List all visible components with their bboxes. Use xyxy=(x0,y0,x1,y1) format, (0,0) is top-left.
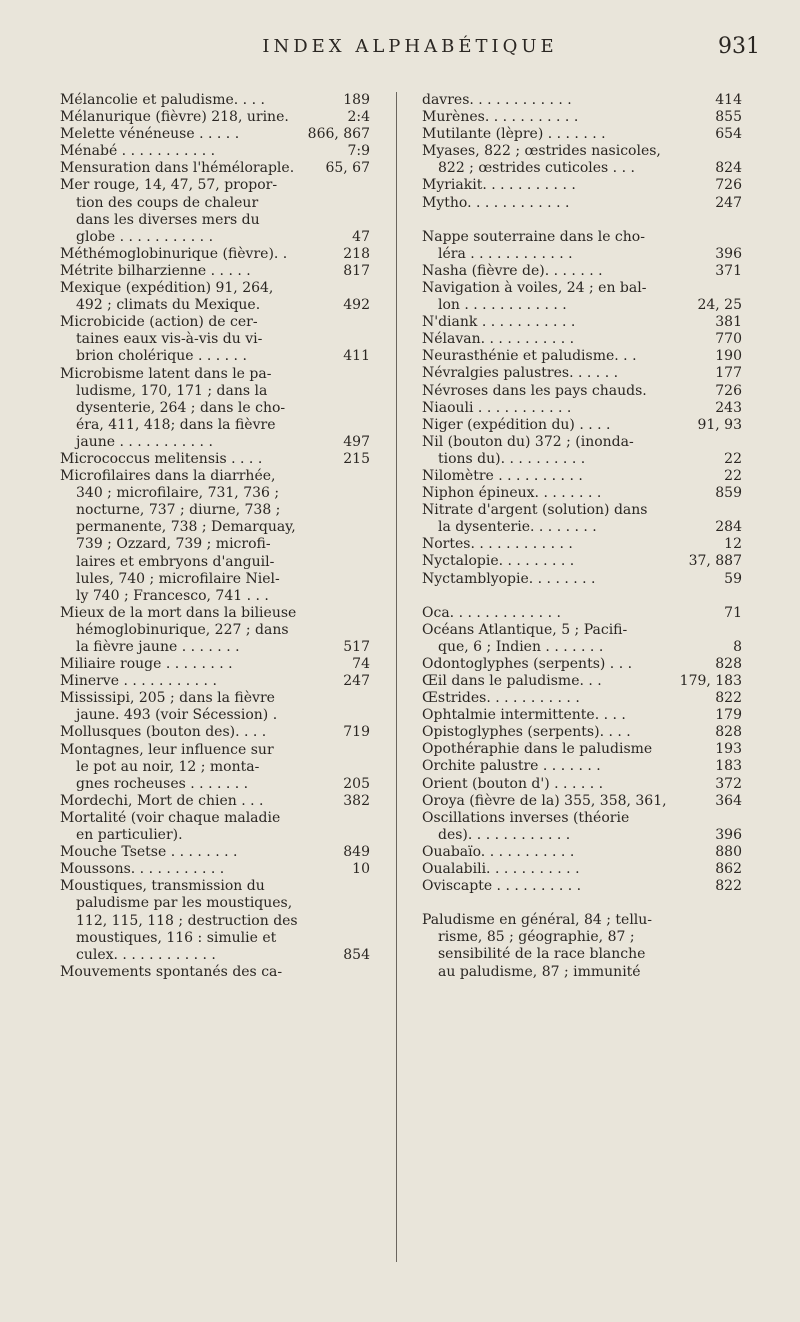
index-entry xyxy=(60,605,370,656)
entry-pages: 770 xyxy=(715,331,742,348)
entry-pages: 866, 867 xyxy=(307,126,370,143)
entry-text: Opothéraphie dans le paludisme xyxy=(422,741,653,758)
entry-text: Mutilante (lèpre) . . . . . . . xyxy=(422,126,606,143)
entry-pages: 822 xyxy=(715,878,742,895)
index-entry xyxy=(60,793,370,810)
entry-pages: 59 xyxy=(724,570,742,587)
entry-text: Mordechi, Mort de chien . . . xyxy=(60,792,264,809)
entry-pages: 22 xyxy=(724,450,742,467)
entry-text: Microfilaires dans la diarrhée, 340 ; microfilaire, 731, 736 ; nocturne, 737 ; diurne, 738 ; permanente, 738 ; Demarquay, 739 ; Ozzard, 739 ; microfi- laires et embryons d'anguil- lules, 740 ; microfilaire Niel- ly 740 ; Francesco, 741 . . . xyxy=(60,468,296,604)
index-entry xyxy=(422,810,742,844)
index-entry xyxy=(422,195,742,212)
entry-pages: 855 xyxy=(715,109,742,126)
entry-text: N'diank . . . . . . . . . . . xyxy=(422,314,576,331)
index-entry xyxy=(422,400,742,417)
index-entry xyxy=(422,263,742,280)
entry-pages: 183 xyxy=(715,758,742,775)
entry-pages: 828 xyxy=(715,724,742,741)
index-entry xyxy=(422,417,742,434)
entry-text: Océans Atlantique, 5 ; Pacifi- que, 6 ; Indien . . . . . . . xyxy=(422,621,628,655)
entry-pages: 190 xyxy=(715,348,742,365)
running-title: INDEX ALPHABÉTIQUE xyxy=(262,36,558,57)
entry-pages: 8 xyxy=(733,638,742,655)
index-entry xyxy=(60,861,370,878)
index-entry xyxy=(60,742,370,793)
entry-text: Niaouli . . . . . . . . . . . xyxy=(422,399,572,416)
entry-text: Niphon épineux. . . . . . . . xyxy=(422,485,602,502)
index-entry xyxy=(422,861,742,878)
entry-text: Mieux de la mort dans la bilieuse hémoglobinurique, 227 ; dans la fièvre jaune . . . . . . . xyxy=(60,604,297,655)
entry-text: Mélanurique (fièvre) 218, urine. xyxy=(60,109,289,126)
index-entry xyxy=(422,434,742,468)
entry-text: Oviscapte . . . . . . . . . . xyxy=(422,878,582,895)
entry-pages: 7:9 xyxy=(347,143,370,160)
index-entry xyxy=(422,656,742,673)
entry-text: Ophtalmie intermittente. . . . xyxy=(422,707,626,724)
entry-text: Mensuration dans l'héméloraple. xyxy=(60,160,295,177)
entry-pages: 179, 183 xyxy=(679,673,742,689)
entry-text: Névralgies palustres. . . . . . xyxy=(422,365,619,382)
entry-pages: 65, 67 xyxy=(325,160,370,177)
entry-pages: 24, 25 xyxy=(697,297,742,314)
entry-text: Microbisme latent dans le pa- ludisme, 170, 171 ; dans la dysenterie, 264 ; dans le cho- éra, 411, 418; dans la fièvre jaune . . . . . . . . . . . xyxy=(60,365,286,450)
index-entry xyxy=(422,605,742,622)
section-gap xyxy=(422,895,742,912)
entry-text: Mouche Tsetse . . . . . . . . xyxy=(60,844,238,861)
entry-pages: 37, 887 xyxy=(688,553,742,570)
entry-pages: 12 xyxy=(724,536,742,553)
entry-text: Niger (expédition du) . . . . xyxy=(422,416,611,433)
entry-pages: 71 xyxy=(724,604,742,621)
entry-text: Orchite palustre . . . . . . . xyxy=(422,758,601,775)
index-entry xyxy=(422,741,742,758)
entry-pages: 74 xyxy=(352,656,370,673)
index-entry xyxy=(60,92,370,109)
entry-pages: 411 xyxy=(343,348,370,365)
index-entry xyxy=(60,143,370,160)
entry-text: Mytho. . . . . . . . . . . . xyxy=(422,194,570,211)
entry-pages: 284 xyxy=(715,519,742,536)
column-divider xyxy=(396,92,397,1262)
entry-text: Melette vénéneuse . . . . . xyxy=(60,126,240,143)
entry-text: davres. . . . . . . . . . . . xyxy=(422,92,572,108)
index-entry xyxy=(60,246,370,263)
entry-text: Odontoglyphes (serpents) . . . xyxy=(422,655,633,672)
entry-text: Nitrate d'argent (solution) dans la dysenterie. . . . . . . . xyxy=(422,502,648,536)
index-entry xyxy=(422,331,742,348)
entry-text: Oca. . . . . . . . . . . . . xyxy=(422,604,561,621)
entry-pages: 193 xyxy=(715,741,742,758)
entry-text: Ouabaïo. . . . . . . . . . . xyxy=(422,843,575,860)
entry-pages: 849 xyxy=(343,844,370,861)
entry-text: Nasha (fièvre de). . . . . . . xyxy=(422,262,603,279)
entry-pages: 828 xyxy=(715,655,742,672)
entry-pages: 517 xyxy=(343,639,370,655)
entry-pages: 880 xyxy=(715,843,742,860)
entry-text: Œstrides. . . . . . . . . . . xyxy=(422,690,580,707)
index-entry xyxy=(60,468,370,605)
entry-pages: 215 xyxy=(343,450,370,467)
index-entry xyxy=(60,844,370,861)
index-entry xyxy=(422,622,742,656)
entry-text: Microbicide (action) de cer- taines eaux vis-à-vis du vi- brion cholérique . . . . . . xyxy=(60,314,263,365)
entry-pages: 371 xyxy=(715,262,742,279)
index-entry xyxy=(422,143,742,177)
entry-text: Myriakit. . . . . . . . . . . xyxy=(422,177,576,194)
entry-pages: 396 xyxy=(715,826,742,843)
entry-text: Mortalité (voir chaque maladie en particulier). xyxy=(60,809,281,844)
entry-text: Paludisme en général, 84 ; tellu- risme, 85 ; géographie, 87 ; sensibilité de la race blanche au paludisme, 87 ; immunité xyxy=(422,912,653,980)
entry-pages: 726 xyxy=(715,382,742,399)
entry-text: Nélavan. . . . . . . . . . . xyxy=(422,331,575,348)
entry-pages: 189 xyxy=(343,92,370,108)
index-entry xyxy=(60,690,370,724)
entry-text: Moussons. . . . . . . . . . . xyxy=(60,861,225,878)
index-entry xyxy=(422,485,742,502)
section-gap xyxy=(422,588,742,605)
index-entry xyxy=(422,707,742,724)
entry-text: Névroses dans les pays chauds. xyxy=(422,382,647,399)
entry-text: Neurasthénie et paludisme. . . xyxy=(422,348,637,365)
index-entry xyxy=(422,365,742,382)
index-entry xyxy=(422,553,742,570)
index-entry xyxy=(422,758,742,775)
index-entry xyxy=(422,878,742,895)
index-entry xyxy=(422,92,742,109)
entry-text: Nortes. . . . . . . . . . . . xyxy=(422,536,573,553)
entry-text: Mouvements spontanés des ca- xyxy=(60,963,283,980)
entry-text: Miliaire rouge . . . . . . . . xyxy=(60,656,233,673)
entry-text: Minerve . . . . . . . . . . . xyxy=(60,673,217,690)
entry-text: Nyctamblyopie. . . . . . . . xyxy=(422,570,596,587)
entry-pages: 862 xyxy=(715,861,742,878)
index-entry xyxy=(60,109,370,126)
index-entry xyxy=(422,673,742,690)
entry-pages: 859 xyxy=(715,485,742,502)
entry-pages: 382 xyxy=(343,792,370,809)
index-entry xyxy=(60,177,370,245)
index-entry xyxy=(422,776,742,793)
section-gap xyxy=(422,212,742,229)
index-entry xyxy=(60,366,370,451)
entry-pages: 243 xyxy=(715,399,742,416)
entry-text: Méthémoglobinurique (fièvre). . xyxy=(60,245,288,262)
index-entry xyxy=(422,536,742,553)
entry-text: Œil dans le paludisme. . . xyxy=(422,673,602,689)
index-entry xyxy=(422,571,742,588)
index-entry xyxy=(60,878,370,963)
entry-pages: 497 xyxy=(343,433,370,450)
entry-text: Moustiques, transmission du paludisme par les moustiques, 112, 115, 118 ; destruction des moustiques, 116 : simulie et culex. . . . . . . . . . . . xyxy=(60,878,298,963)
entry-text: Navigation à voiles, 24 ; en bal- lon . . . . . . . . . . . . xyxy=(422,279,647,314)
index-entry xyxy=(60,810,370,844)
page-header xyxy=(60,36,760,66)
index-entry xyxy=(422,383,742,400)
index-entry xyxy=(422,229,742,263)
entry-text: Métrite bilharzienne . . . . . xyxy=(60,262,251,279)
entry-pages: 719 xyxy=(343,724,370,741)
entry-pages: 372 xyxy=(715,775,742,792)
index-entry xyxy=(60,280,370,314)
entry-text: Oroya (fièvre de la) 355, 358, 361, xyxy=(422,792,667,809)
entry-pages: 247 xyxy=(343,673,370,690)
index-entry xyxy=(422,280,742,314)
index-entry xyxy=(60,126,370,143)
entry-text: Mer rouge, 14, 47, 57, propor- tion des coups de chaleur dans les diverses mers du globe . . . . . . . . . . . xyxy=(60,177,278,245)
index-entry xyxy=(422,468,742,485)
entry-pages: 2:4 xyxy=(347,109,370,126)
index-entry xyxy=(422,844,742,861)
entry-text: Mélancolie et paludisme. . . . xyxy=(60,92,265,108)
entry-text: Oscillations inverses (théorie des). . . . . . . . . . . . xyxy=(422,809,630,843)
index-entry xyxy=(422,348,742,365)
entry-pages: 726 xyxy=(715,177,742,194)
entry-pages: 10 xyxy=(352,861,370,878)
index-entry xyxy=(422,724,742,741)
entry-text: Murènes. . . . . . . . . . . xyxy=(422,109,579,126)
index-entry xyxy=(60,724,370,741)
entry-pages: 247 xyxy=(715,194,742,211)
entry-text: Myases, 822 ; œstrides nasicoles, 822 ; œstrides cuticoles . . . xyxy=(422,143,661,177)
entry-pages: 396 xyxy=(715,245,742,262)
entry-pages: 179 xyxy=(715,707,742,724)
index-entry xyxy=(60,263,370,280)
entry-pages: 824 xyxy=(715,160,742,177)
index-entry xyxy=(60,314,370,365)
entry-text: Oualabili. . . . . . . . . . . xyxy=(422,861,580,878)
entry-text: Ménabé . . . . . . . . . . . xyxy=(60,143,216,160)
entry-text: Nil (bouton du) 372 ; (inonda- tions du). . . . . . . . . . xyxy=(422,433,634,467)
entry-text: Montagnes, leur influence sur le pot au noir, 12 ; monta- gnes rocheuses . . . . . . . xyxy=(60,741,274,792)
index-entry xyxy=(60,964,370,981)
entry-pages: 91, 93 xyxy=(697,416,742,433)
index-entry xyxy=(422,502,742,536)
index-entry xyxy=(60,451,370,468)
entry-pages: 654 xyxy=(715,126,742,143)
index-entry xyxy=(60,673,370,690)
index-entry xyxy=(60,160,370,177)
entry-text: Nappe souterraine dans le cho- léra . . . . . . . . . . . . xyxy=(422,228,645,262)
index-column-left xyxy=(60,92,370,981)
entry-pages: 177 xyxy=(715,365,742,382)
entry-text: Opistoglyphes (serpents). . . . xyxy=(422,724,631,741)
entry-text: Mississipi, 205 ; dans la fièvre jaune. 493 (voir Sécession) . xyxy=(60,690,278,724)
entry-pages: 22 xyxy=(724,467,742,484)
index-entry xyxy=(422,126,742,143)
entry-pages: 822 xyxy=(715,690,742,707)
index-entry xyxy=(422,314,742,331)
entry-text: Mollusques (bouton des). . . . xyxy=(60,724,267,741)
entry-pages: 492 xyxy=(343,297,370,314)
index-entry xyxy=(422,177,742,194)
entry-pages: 854 xyxy=(343,946,370,963)
index-entry xyxy=(422,109,742,126)
index-entry xyxy=(60,656,370,673)
index-entry xyxy=(422,690,742,707)
index-entry xyxy=(422,912,742,980)
entry-text: Mexique (expédition) 91, 264, 492 ; climats du Mexique. xyxy=(60,280,274,314)
entry-pages: 414 xyxy=(715,92,742,108)
entry-pages: 205 xyxy=(343,775,370,792)
entry-text: Nilomètre . . . . . . . . . . xyxy=(422,467,583,484)
index-column-right xyxy=(422,92,742,981)
entry-pages: 364 xyxy=(715,792,742,809)
index-entry xyxy=(422,793,742,810)
entry-text: Orient (bouton d') . . . . . . xyxy=(422,775,604,792)
entry-pages: 817 xyxy=(343,262,370,279)
entry-pages: 47 xyxy=(352,228,370,245)
entry-text: Nyctalopie. . . . . . . . . xyxy=(422,553,575,570)
page-number: 931 xyxy=(718,34,760,59)
entry-pages: 381 xyxy=(715,314,742,331)
entry-pages: 218 xyxy=(343,245,370,262)
entry-text: Micrococcus melitensis . . . . xyxy=(60,450,263,467)
